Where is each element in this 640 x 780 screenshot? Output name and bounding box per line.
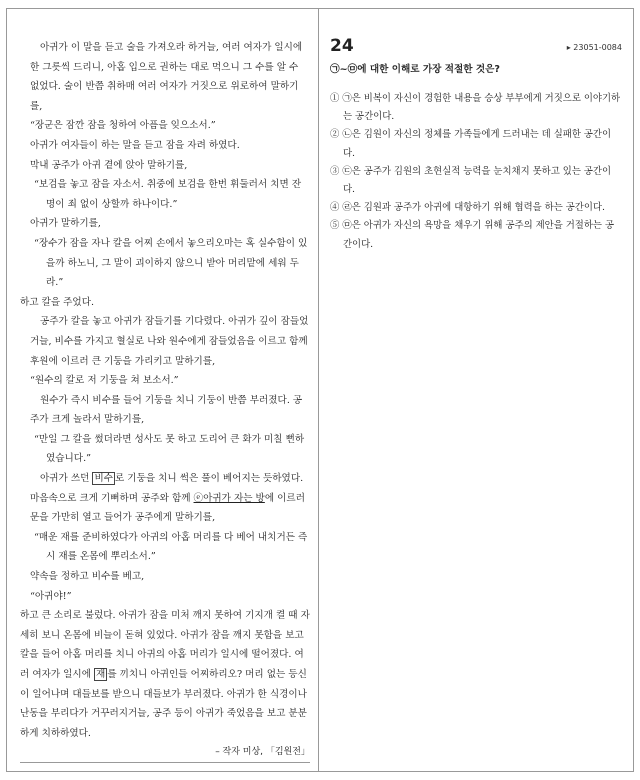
answer-choice-3[interactable]: ③ ㉢은 공주가 김원의 초현실적 능력을 눈치채지 못하고 있는 공간이다. bbox=[330, 165, 612, 196]
text-run: 에 이르러 문을 가만히 열고 들어가 공주에게 말하기를, bbox=[30, 492, 305, 524]
passage-dialogue: “장수가 잠을 자나 칼을 어찌 손에서 놓으리오마는 혹 실수함이 있을까 하노니, 그 말이 괴이하지 않으니 받아 머리맡에 세워 두라.” bbox=[34, 237, 308, 289]
passage-paragraph: 아귀가 말하기를, bbox=[30, 218, 101, 230]
boxed-word-jae: 재 bbox=[96, 669, 106, 680]
passage-paragraph: 아귀가 이 말을 듣고 술을 가져오라 하거늘, 여러 여자가 일시에 한 그릇씩 드리니, 아홉 입으로 권하는 대로 먹으니 그 수를 알 수 없었다. 술이 반쯤 취하매 여러 여자가 거짓으로 위로하여 말하기를, bbox=[30, 42, 303, 112]
text-run: 를 끼치니 아귀인들 어찌하리오? 머리 없는 등신이 일어나며 대들보를 받으니 대들보가 부러졌다. 아귀가 한 식경이나 난동을 부리다가 거꾸러지거늘, 공주 등이 아귀가 죽었음을 보고 분분하게 치하하였다. bbox=[20, 669, 307, 739]
divider bbox=[20, 762, 310, 763]
passage-dialogue: “장군은 잠깐 잠을 청하여 아픔을 잊으소서.” bbox=[30, 120, 216, 132]
passage-paragraph: 하고 칼을 주었다. bbox=[20, 296, 95, 308]
passage-paragraph: 막내 공주가 아귀 곁에 앉아 말하기를, bbox=[30, 159, 188, 171]
question-code: ▸ 23051-0084 bbox=[566, 43, 622, 52]
passage bbox=[20, 38, 310, 763]
passage-dialogue: “보검을 놓고 잠을 자소서. 취중에 보검을 한번 휘둘러서 치면 잔명이 죄 없이 상할까 하나이다.” bbox=[34, 179, 302, 210]
passage-paragraph bbox=[20, 606, 310, 743]
answer-choice-2[interactable]: ② ㉡은 김원이 자신의 정체를 가족들에게 드러내는 데 실패한 공간이다. bbox=[330, 129, 612, 159]
passage-paragraph: 공주가 칼을 놓고 아귀가 잠들기를 기다렸다. 아귀가 깊이 잠들었거늘, 비수를 가지고 혈실로 나와 원수에게 잠들었음을 이르고 함께 후원에 이르러 큰 기둥을 가리키고 말하기를, bbox=[30, 316, 309, 367]
boxed-word-bisu: 비수 bbox=[94, 473, 113, 485]
passage-paragraph: 원수가 즉시 비수를 들어 기둥을 치니 기둥이 반쯤 부러졌다. 공주가 크게 놀라서 말하기를, bbox=[30, 394, 303, 426]
passage-paragraph bbox=[20, 469, 310, 528]
text-run: 하고 큰 소리로 불렀다. 아귀가 잠을 미처 깨지 못하여 기지개 켤 때 자세히 보니 온몸에 비늘이 돋혀 있었다. 아귀가 잠을 깨지 못함을 보고 칼을 들어 아홉 머리를 치니 아귀의 아홉 머리가 일시에 떨어졌다. 여러 여자가 일시에 bbox=[20, 610, 310, 680]
passage-paragraph: 약속을 정하고 비수를 베고, bbox=[30, 571, 145, 583]
answer-choices bbox=[330, 90, 622, 254]
passage-dialogue: “원수의 칼로 저 기둥을 쳐 보소서.” bbox=[30, 375, 179, 387]
question-stem: ㉠~㉤에 대한 이해로 가장 적절한 것은? bbox=[330, 64, 500, 75]
source-attribution: – 작자 미상, 「김원전」 bbox=[215, 747, 310, 758]
underlined-space-marker: ⓔ아귀가 자는 방 bbox=[193, 492, 265, 504]
answer-choice-1[interactable]: ① ㉠은 비복이 자신이 경험한 내용을 승상 부부에게 거짓으로 이야기하는 공간이다. bbox=[330, 93, 621, 123]
passage-dialogue: “만일 그 칼을 썼더라면 성사도 못 하고 도리어 큰 화가 미칠 뻔하였습니다.” bbox=[34, 433, 305, 465]
passage-dialogue: “아귀야!” bbox=[30, 590, 72, 602]
answer-choice-5[interactable]: ⑤ ㉤은 아귀가 자신의 욕망을 채우기 위해 공주의 제안을 거절하는 공간이다. bbox=[330, 220, 615, 250]
text-run: 아귀가 쓰던 bbox=[40, 473, 93, 485]
passage-paragraph: 아귀가 여자들이 하는 말을 듣고 잠을 자려 하였다. bbox=[30, 139, 240, 151]
answer-choice-4[interactable]: ④ ㉣은 김원과 공주가 아귀에 대항하기 위해 협력을 하는 공간이다. bbox=[330, 202, 605, 214]
question-number: 24 bbox=[330, 36, 354, 56]
text-run: 로 기둥을 치니 썩은 풀이 베어지는 듯하였다. 마음속으로 크게 기뻐하며 공주와 함께 bbox=[30, 473, 304, 504]
passage-dialogue: “매운 재를 준비하였다가 아귀의 아홉 머리를 다 베어 내치거든 즉시 재를 온몸에 뿌리소서.” bbox=[34, 531, 308, 563]
